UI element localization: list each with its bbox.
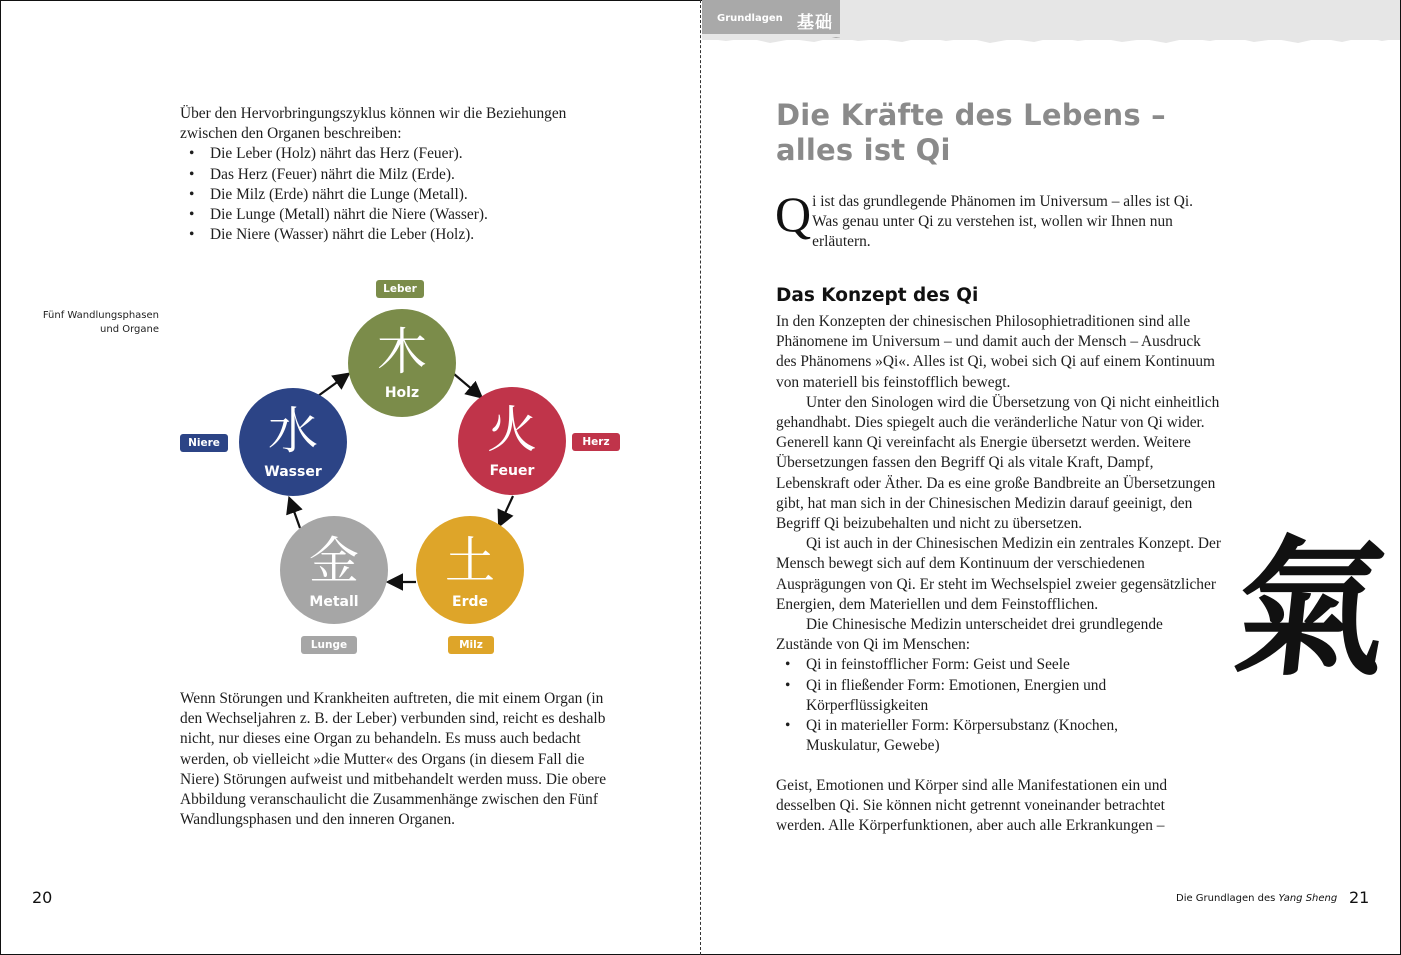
glyph-holz: 木 bbox=[377, 323, 427, 381]
closing-paragraph-left bbox=[180, 689, 623, 830]
label-wasser: Wasser bbox=[264, 464, 322, 480]
list-item: • Die Niere (Wasser) nährt die Leber (Holz). bbox=[180, 225, 610, 245]
footer-text: Die Grundlagen des bbox=[1176, 893, 1276, 904]
qi-calligraphy: 氣 bbox=[1227, 523, 1396, 697]
arrow-feuer-erde bbox=[500, 496, 513, 524]
qi-states-list bbox=[776, 655, 1196, 756]
running-footer bbox=[1176, 893, 1337, 904]
organ-tag-herz: Herz bbox=[572, 433, 620, 451]
closing-paragraph-right bbox=[776, 776, 1216, 837]
label-metall: Metall bbox=[309, 594, 359, 610]
element-holz bbox=[348, 309, 456, 417]
label-feuer: Feuer bbox=[489, 463, 535, 479]
paragraph-text: Wenn Störungen und Krankheiten auftreten, die mit einem Organ (in den Wechseljahren z. B. der Leber) verbunden sind, reicht es deshalb nicht, nur dieses eine Organ zu behandeln. Es muss auch bedacht werden, ob vielleicht »die Mutter« des Organs (in diesem Fall die Niere) Störungen aufweist und mitbehandelt werden muss. Die obere Abbildung veranschaulicht die Zusammenhänge zwischen den Fünf Wandlungsphasen und den inneren Organen. bbox=[180, 690, 607, 829]
paragraph: Unter den Sinologen wird die Übersetzung von Qi nicht einheitlich gehandhabt. Dies spiegelt auch die veränderliche Natur von Qi wider. Generell kann Qi vereinfacht als Energie übersetzt werden. Weitere Übersetzungen fassen den Begriff Qi als vitale Kraft, Dampf, Lebenskraft oder Äther. Da es eine große Bandbreite an Übersetzungen gibt, hat man sich in der Chinesischen Medizin darauf geeinigt, den Begriff Qi beizubehalten und nicht zu übersetzen. bbox=[776, 393, 1220, 533]
drop-cap: Q bbox=[775, 186, 812, 242]
body-text bbox=[776, 312, 1222, 756]
title-line: Die Kräfte des Lebens – bbox=[776, 98, 1166, 132]
list-item: • Qi in fließender Form: Emotionen, Energien und Körperflüssigkeiten bbox=[776, 676, 1196, 716]
glyph-erde: 土 bbox=[445, 532, 495, 590]
title-line: alles ist Qi bbox=[776, 133, 951, 167]
list-item: • Die Milz (Erde) nährt die Lunge (Metall). bbox=[180, 185, 610, 205]
list-item: • Das Herz (Feuer) nährt die Milz (Erde). bbox=[180, 165, 610, 185]
page-number-left: 20 bbox=[32, 888, 53, 907]
header-label: Grundlagen bbox=[717, 13, 783, 24]
glyph-feuer: 火 bbox=[487, 401, 537, 459]
page-number-right: 21 bbox=[1349, 888, 1370, 907]
label-holz: Holz bbox=[384, 385, 420, 401]
organ-tag-milz: Milz bbox=[448, 636, 494, 654]
page-title bbox=[776, 98, 1166, 168]
intro-block-right bbox=[775, 186, 1216, 253]
intro-block bbox=[180, 104, 610, 245]
section-heading: Das Konzept des Qi bbox=[776, 285, 979, 306]
element-erde bbox=[416, 516, 524, 624]
label-erde: Erde bbox=[452, 594, 488, 610]
paragraph: In den Konzepten der chinesischen Philosophietraditionen sind alle Phänomene im Universum – und damit auch der Mensch – Ausdruck des Phänomens »Qi«. Alles ist Qi, wobei sich Qi auf einem Kontinuum von materiell bis feinstofflich bewegt. bbox=[776, 313, 1216, 391]
torn-edge bbox=[702, 34, 1400, 48]
book-fold bbox=[700, 0, 701, 955]
list-item: • Qi in materieller Form: Körpersubstanz (Knochen, Muskulatur, Gewebe) bbox=[776, 716, 1196, 756]
figure-caption bbox=[20, 309, 159, 337]
five-phases-diagram bbox=[170, 270, 640, 660]
paragraph: Qi ist auch in der Chinesischen Medizin ein zentrales Konzept. Der Mensch bewegt sich auf dem Kontinuum der verschiedenen Ausprägungen von Qi. Er steht im Wechselspiel zweier gegensätzlicher Energien, dem Materiellen und dem Feinstofflichen. bbox=[776, 535, 1221, 613]
paragraph: Die Chinesische Medizin unterscheidet drei grundlegende Zustände von Qi im Menschen: bbox=[776, 616, 1163, 654]
organ-tag-niere: Niere bbox=[180, 434, 228, 452]
cycle-list bbox=[180, 144, 610, 245]
organ-tag-leber: Leber bbox=[376, 280, 424, 298]
element-wasser bbox=[239, 388, 347, 496]
element-metall bbox=[280, 516, 388, 624]
paragraph-text: Geist, Emotionen und Körper sind alle Manifestationen ein und desselben Qi. Sie können nicht getrennt voneinander betrachtet werden. Alle Körperfunktionen, aber auch alle Erkrankungen – bbox=[776, 777, 1168, 835]
organ-tag-lunge: Lunge bbox=[301, 636, 357, 654]
element-feuer bbox=[458, 387, 566, 495]
glyph-metall: 金 bbox=[309, 532, 359, 590]
arrow-metall-wasser bbox=[290, 500, 300, 528]
list-item: • Die Leber (Holz) nährt das Herz (Feuer). bbox=[180, 144, 610, 164]
arrow-wasser-holz bbox=[318, 375, 347, 396]
intro-text: i ist das grundlegende Phänomen im Universum – alles ist Qi. Was genau unter Qi zu verstehen ist, wollen wir Ihnen nun erläutern. bbox=[812, 193, 1193, 251]
list-item: • Qi in feinstofflicher Form: Geist und Seele bbox=[776, 655, 1196, 675]
intro-text: Über den Hervorbringungszyklus können wir die Beziehungen zwischen den Organen beschreiben: bbox=[180, 105, 567, 143]
footer-italic: Yang Sheng bbox=[1278, 893, 1338, 904]
arrow-holz-feuer bbox=[454, 374, 480, 396]
glyph-wasser: 水 bbox=[268, 402, 318, 460]
header-chinese: 基础 bbox=[797, 13, 833, 33]
list-item: • Die Lunge (Metall) nährt die Niere (Wasser). bbox=[180, 205, 610, 225]
caption-line: und Organe bbox=[100, 324, 159, 335]
caption-line: Fünf Wandlungsphasen bbox=[42, 310, 159, 321]
